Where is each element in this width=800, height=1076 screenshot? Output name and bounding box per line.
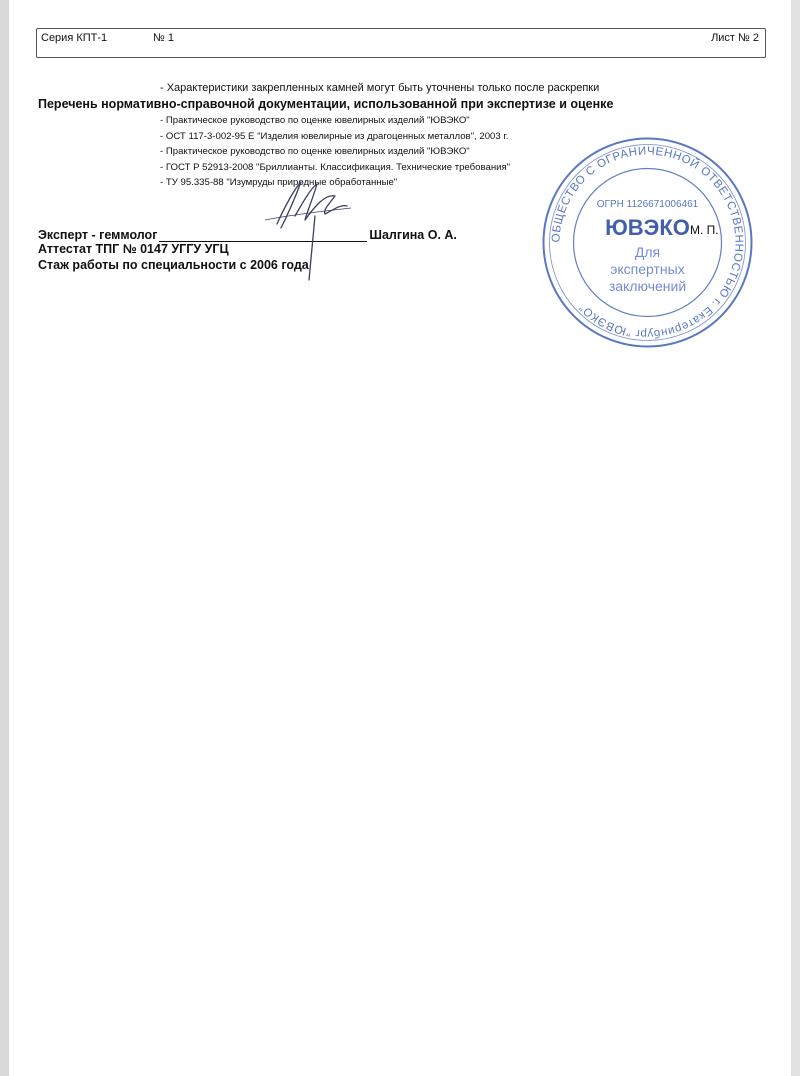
document-number: № 1 (153, 32, 174, 44)
handwritten-signature (255, 176, 365, 286)
stamp-ring-text: ОБЩЕСТВО С ОГРАНИЧЕННОЙ ОТВЕТСТВЕННОСТЬЮ г. Екатеринбург "ЮВЭКО" (550, 145, 745, 340)
reference-item: - Практическое руководство по оценке ювелирных изделий "ЮВЭКО" (160, 115, 470, 126)
expert-name: Шалгина О. А. (369, 228, 457, 242)
reference-item: - ТУ 95.335-88 "Изумруды природные обработанные" (160, 177, 398, 188)
expert-certificate: Аттестат ТПГ № 0147 УГГУ УГЦ (38, 242, 229, 256)
scan-edge-right (791, 0, 800, 1076)
stamp-place-label: М. П. (690, 223, 719, 237)
references-heading: Перечень нормативно-справочной документации, использованной при экспертизе и оценке (38, 97, 614, 111)
expert-experience: Стаж работы по специальности с 2006 года (38, 258, 309, 272)
stamp-line-3: заключений (608, 278, 687, 294)
scan-edge-left (0, 0, 9, 1076)
document-header (36, 28, 766, 58)
series-label: Серия КПТ-1 (41, 32, 108, 44)
expert-signature-block (38, 226, 457, 274)
expert-line (38, 226, 457, 242)
reference-item: - Практическое руководство по оценке ювелирных изделий "ЮВЭКО" (160, 146, 470, 157)
reference-item: - ОСТ 117-3-002-95 Е "Изделия ювелирные из драгоценных металлов", 2003 г. (160, 130, 509, 142)
stamp-line-1: Для (634, 244, 661, 260)
company-stamp (540, 135, 755, 350)
expert-role: Эксперт - геммолог (38, 228, 158, 242)
stamp-logo: ЮВЭКО (605, 215, 690, 240)
stones-note: - Характеристики закрепленных камней могут быть уточнены только после раскрепки (160, 82, 600, 94)
stamp-ogrn: ОГРН 1126671006461 (596, 199, 699, 210)
sheet-number: Лист № 2 (711, 32, 759, 44)
reference-item: - ГОСТ Р 52913-2008 "Бриллианты. Классификация. Технические требования" (160, 161, 511, 173)
stamp-line-2: экспертных (610, 261, 685, 277)
